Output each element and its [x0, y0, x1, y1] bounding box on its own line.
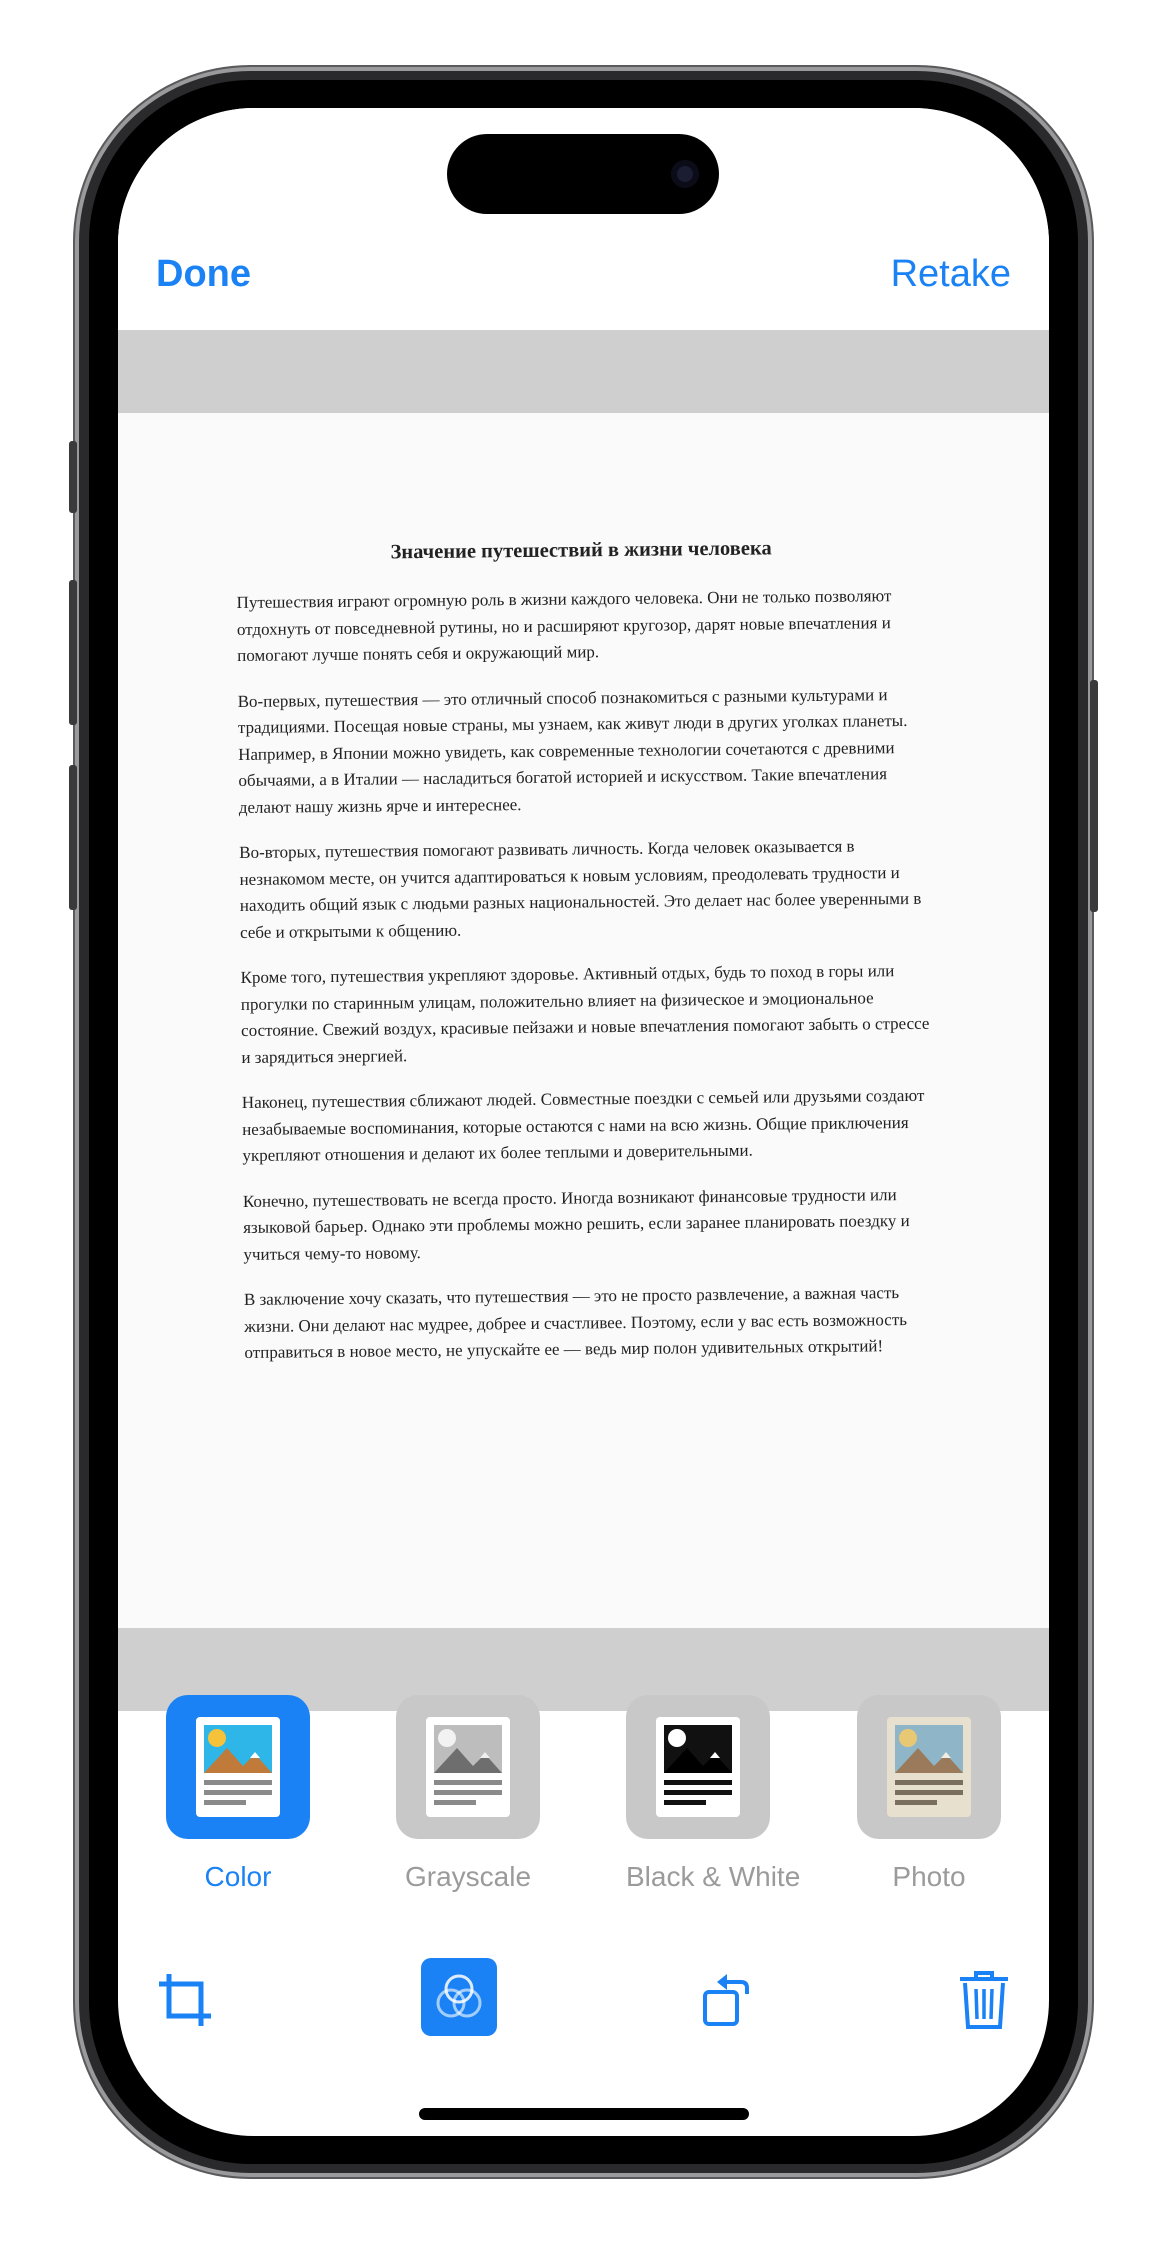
document-paragraph: Кроме того, путешествия укрепляют здоровье. Активный отдых, будь то поход в горы или прогулки по старинным улицам, положительно влияет на физическое и эмоциональное состояние. Свежий воздух, красивые пейзажи и новые впечатления помогают забыть о стрессе и зарядиться энергией.	[240, 961, 930, 1067]
filter-color[interactable]	[166, 1695, 310, 1893]
black-white-filter-icon[interactable]	[626, 1695, 770, 1839]
crop-icon	[155, 1970, 215, 2030]
filter-label: Photo	[892, 1861, 966, 1892]
dynamic-island	[447, 134, 719, 214]
document-paragraph: В заключение хочу сказать, что путешествия — это не просто развлечение, а важная часть жизни. Они делают нас мудрее, добрее и счастливее. Поэтому, если у вас есть возможность отправиться в новое место, не упускайте ее — ведь мир полон удивительных открытий!	[243, 1283, 908, 1362]
filters-icon	[431, 1969, 487, 2025]
filters-button[interactable]	[421, 1958, 497, 2036]
preview-background-top	[118, 330, 1049, 413]
delete-button[interactable]	[944, 1960, 1024, 2040]
retake-button[interactable]: Retake	[890, 253, 1011, 295]
filter-grayscale[interactable]	[396, 1695, 540, 1893]
trash-icon	[956, 1969, 1012, 2031]
side-button-volume-down	[69, 765, 77, 910]
side-button-action	[69, 441, 77, 513]
done-button[interactable]: Done	[156, 253, 251, 295]
photo-filter-icon[interactable]	[857, 1695, 1001, 1839]
rotate-button[interactable]	[687, 1960, 767, 2040]
color-filter-icon[interactable]	[166, 1695, 310, 1839]
filter-label: Grayscale	[404, 1861, 532, 1892]
screen	[118, 108, 1049, 2136]
document-paragraph: Конечно, путешествовать не всегда просто. Иногда возникают финансовые трудности или языковой барьер. Однако эти проблемы можно решить, если заранее планировать поездку и учиться чему-то новому.	[242, 1184, 910, 1264]
crop-button[interactable]	[145, 1960, 225, 2040]
filter-black-white[interactable]	[626, 1695, 801, 1893]
filter-photo[interactable]	[857, 1695, 1001, 1893]
rotate-icon	[697, 1970, 757, 2030]
side-button-volume-up	[69, 580, 77, 725]
bottom-toolbar	[118, 1960, 1049, 2050]
filter-label: Color	[204, 1861, 272, 1892]
filter-label: Black & White	[626, 1861, 801, 1892]
document-paragraph: Наконец, путешествия сближают людей. Совместные поездки с семьей или друзьями создают незабываемые воспоминания, которые остаются с нами на всю жизнь. Общие приключения укрепляют отношения и делают их более теплыми и доверительными.	[241, 1085, 925, 1165]
home-indicator[interactable]	[419, 2108, 749, 2120]
camera-icon	[671, 160, 699, 188]
document-text	[236, 536, 935, 1386]
document-paragraph: Путешествия играют огромную роль в жизни каждого человека. Они не только позволяют отдохнуть от повседневной рутины, но и расширяют кругозор, дарят новые впечатления и помогают лучше понять себя и окружающий мир.	[236, 586, 892, 665]
document-paragraph: Во-первых, путешествия — это отличный способ познакомиться с разными культурами и традициями. Посещая новые страны, мы узнаем, как живут люди в других уголках планеты. Например, в Японии можно увидеть, как современные технологии сочетаются с древними обычаями, а в Италии — насладиться богатой историей и искусством. Такие впечатления делают нашу жизнь ярче и интереснее.	[237, 684, 908, 817]
grayscale-filter-icon[interactable]	[396, 1695, 540, 1839]
document-title: Значение путешествий в жизни человека	[390, 537, 772, 564]
side-button-power	[1090, 680, 1098, 912]
document-paragraph: Во-вторых, путешествия помогают развивать личность. Когда человек оказывается в незнакомом месте, он учится адаптироваться к новым условиям, преодолевать трудности и находить общий язык с людьми разных национальностей. Это делает нас более уверенными в себе и открытыми к общению.	[239, 836, 922, 942]
filter-selector	[118, 1695, 1049, 1925]
scanned-page[interactable]	[118, 413, 1049, 1628]
